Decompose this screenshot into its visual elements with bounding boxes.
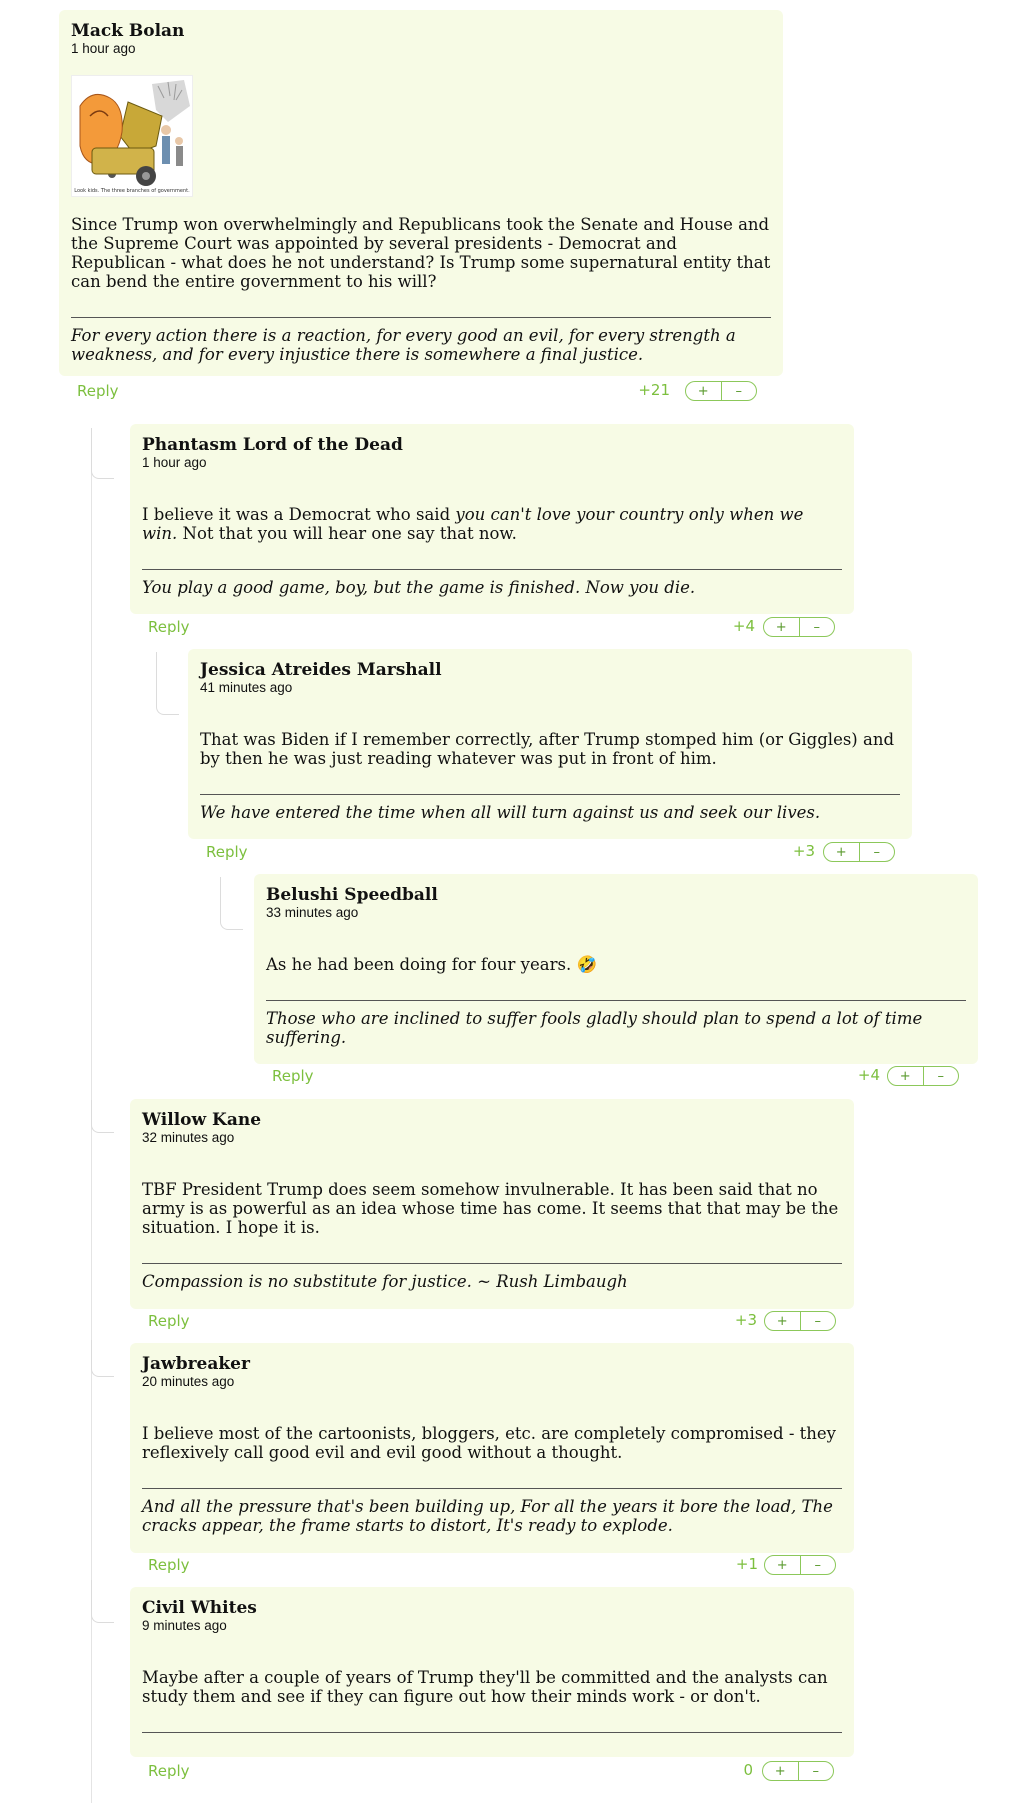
reply-button[interactable]: Reply <box>148 1312 190 1330</box>
vote-controls <box>685 381 757 401</box>
comment-body: That was Biden if I remember correctly, after Trump stomped him (or Giggles) and by then he was just reading whatever was put in front of him. <box>200 730 895 768</box>
comment-score: +4 <box>857 1066 880 1084</box>
comment-card <box>130 1099 854 1309</box>
reply-button[interactable]: Reply <box>148 618 190 636</box>
vote-controls <box>763 617 835 637</box>
comment-author[interactable]: Willow Kane <box>142 1110 262 1130</box>
downvote-button[interactable]: – <box>814 1557 821 1573</box>
comment-timestamp: 1 hour ago <box>142 455 207 470</box>
downvote-button[interactable]: – <box>812 1763 819 1779</box>
comment-author[interactable]: Phantasm Lord of the Dead <box>142 435 403 455</box>
comment-score: +1 <box>735 1555 758 1573</box>
comment-card <box>188 649 912 839</box>
comment-body-quote: you can't love your country only when we win. <box>142 505 804 543</box>
comment-image[interactable] <box>71 75 193 197</box>
comment-timestamp: 33 minutes ago <box>266 905 359 920</box>
upvote-button[interactable]: + <box>765 1556 801 1574</box>
thread-connector <box>91 428 114 479</box>
downvote-button[interactable]: – <box>813 619 820 635</box>
reply-button[interactable]: Reply <box>148 1556 190 1574</box>
comment-timestamp: 32 minutes ago <box>142 1130 235 1145</box>
vote-controls <box>764 1311 836 1331</box>
comment-timestamp: 9 minutes ago <box>142 1618 227 1633</box>
signature-divider <box>71 317 771 318</box>
comment-timestamp: 41 minutes ago <box>200 680 293 695</box>
comment-body: As he had been doing for four years. 🤣 <box>266 955 597 974</box>
comment-signature: Compassion is no substitute for justice. ~ Rush Limbaugh <box>142 1272 628 1291</box>
thread-connector <box>91 1340 114 1377</box>
comment-image-caption: Look kids. The three branches of government. <box>74 188 190 194</box>
downvote-button[interactable]: – <box>873 844 880 860</box>
signature-divider <box>266 1000 966 1001</box>
comment-body: Maybe after a couple of years of Trump they'll be committed and the analysts can study them and see if they can figure out how their minds work - or don't. <box>142 1668 828 1706</box>
comment-timestamp: 20 minutes ago <box>142 1374 235 1389</box>
comment-signature: You play a good game, boy, but the game is finished. Now you die. <box>142 578 696 597</box>
comment-signature: We have entered the time when all will turn against us and seek our lives. <box>200 803 821 822</box>
comment-signature: Those who are inclined to suffer fools gladly should plan to spend a lot of time suffering. <box>266 1009 923 1047</box>
comment-timestamp: 1 hour ago <box>71 41 136 56</box>
comment-body: TBF President Trump does seem somehow invulnerable. It has been said that no army is as powerful as an idea whose time has come. It seems that that may be the situation. I hope it is. <box>142 1180 839 1237</box>
upvote-button[interactable]: + <box>824 843 860 861</box>
comment-score: 0 <box>743 1761 753 1779</box>
thread-connector <box>220 877 243 930</box>
vote-controls <box>887 1066 959 1086</box>
comment-score: +3 <box>792 842 815 860</box>
comment-score: +21 <box>638 381 670 399</box>
reply-button[interactable]: Reply <box>272 1067 314 1085</box>
comment-card <box>130 1343 854 1553</box>
comment-author[interactable]: Civil Whites <box>142 1598 257 1618</box>
comment-author[interactable]: Mack Bolan <box>71 21 185 41</box>
comment-card <box>254 874 978 1064</box>
comment-card <box>59 10 783 376</box>
signature-divider <box>200 794 900 795</box>
vote-controls <box>764 1555 836 1575</box>
upvote-button[interactable]: + <box>765 1312 801 1330</box>
thread-connector <box>91 1580 114 1623</box>
thread-connector <box>156 652 179 715</box>
downvote-button[interactable]: – <box>814 1313 821 1329</box>
thread-connector <box>91 1100 114 1133</box>
comment-body-text: I believe it was a Democrat who said <box>142 505 456 524</box>
comment-body <box>142 505 842 543</box>
vote-controls <box>762 1761 834 1781</box>
reply-button[interactable]: Reply <box>206 843 248 861</box>
comment-body: Since Trump won overwhelmingly and Republicans took the Senate and House and the Supreme Court was appointed by several presidents - Democrat and Republican - what does he not understand? Is Trump some supernatural entity that can bend the entire government to his will? <box>71 215 771 291</box>
reply-button[interactable]: Reply <box>148 1762 190 1780</box>
downvote-button[interactable]: – <box>735 383 742 399</box>
comment-score: +3 <box>734 1311 757 1329</box>
downvote-button[interactable]: – <box>937 1068 944 1084</box>
comment-score: +4 <box>732 617 755 635</box>
upvote-button[interactable]: + <box>888 1067 924 1085</box>
reply-button[interactable]: Reply <box>77 382 119 400</box>
upvote-button[interactable]: + <box>764 618 800 636</box>
upvote-button[interactable]: + <box>763 1762 799 1780</box>
signature-divider <box>142 1732 842 1733</box>
upvote-button[interactable]: + <box>686 382 722 400</box>
comment-author[interactable]: Belushi Speedball <box>266 885 438 905</box>
vote-controls <box>823 842 895 862</box>
comment-card <box>130 424 854 614</box>
signature-divider <box>142 1488 842 1489</box>
comment-author[interactable]: Jessica Atreides Marshall <box>200 660 442 680</box>
comment-card <box>130 1587 854 1757</box>
comment-signature: For every action there is a reaction, for every good an evil, for every strength a weakness, and for every injustice there is somewhere a final justice. <box>71 326 736 364</box>
comment-body-text: Not that you will hear one say that now. <box>177 524 517 543</box>
comment-author[interactable]: Jawbreaker <box>142 1354 250 1374</box>
signature-divider <box>142 1263 842 1264</box>
comment-signature: And all the pressure that's been building up, For all the years it bore the load, The cracks appear, the frame starts to distort, It's ready to explode. <box>142 1497 833 1535</box>
comment-body: I believe most of the cartoonists, bloggers, etc. are completely compromised - they reflexively call good evil and evil good without a thought. <box>142 1424 836 1462</box>
signature-divider <box>142 569 842 570</box>
